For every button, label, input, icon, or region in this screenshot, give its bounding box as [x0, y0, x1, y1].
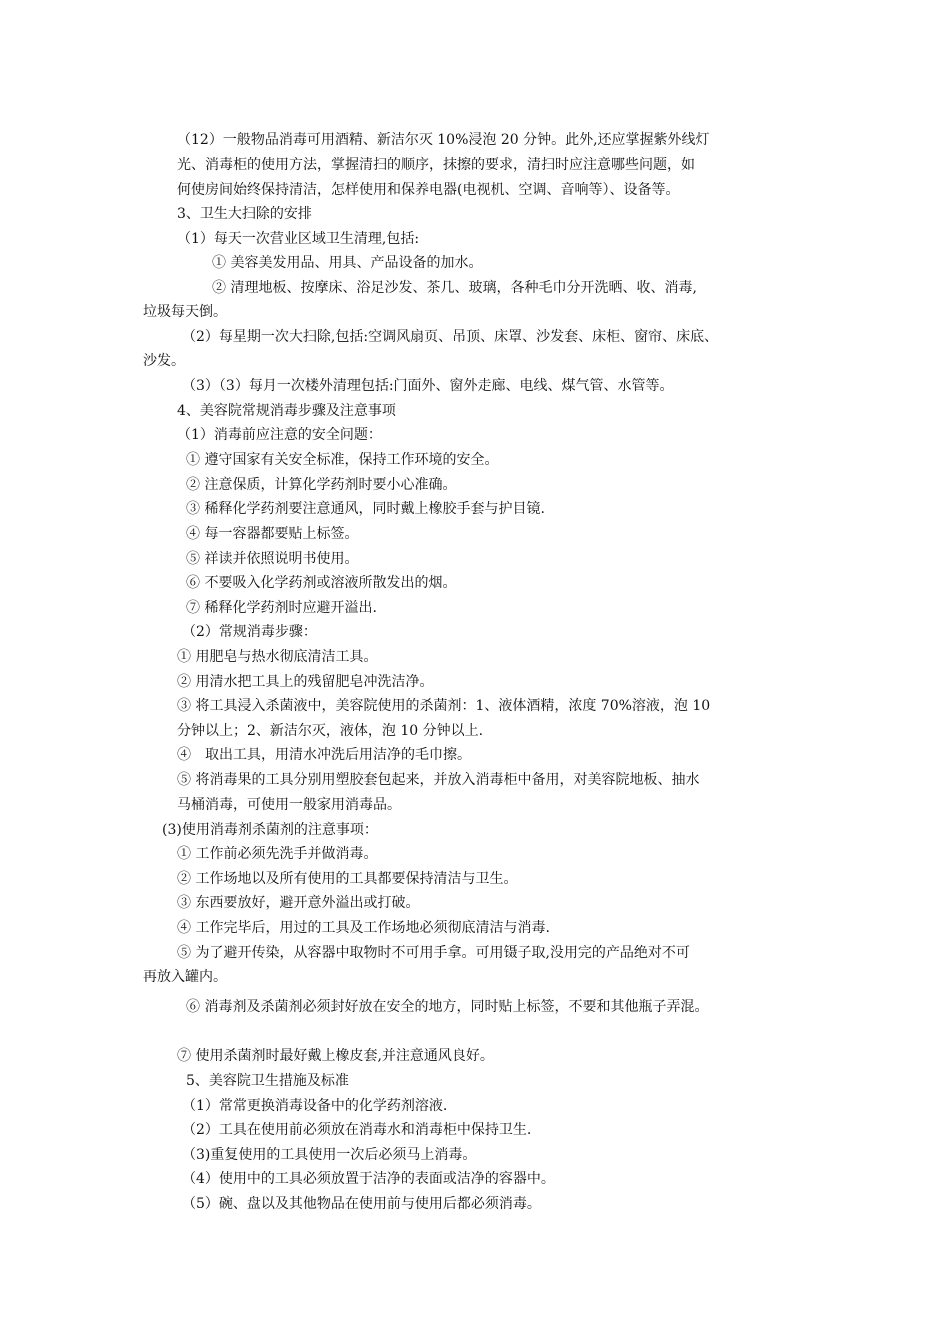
- text-line: （5）碗、盘以及其他物品在使用前与使用后都必须消毒。: [182, 1196, 541, 1212]
- text-line: ① 美容美发用品、用具、产品设备的加水。: [212, 255, 483, 271]
- section-heading: 3、卫生大扫除的安排: [177, 206, 312, 222]
- text-line: （3)重复使用的工具使用一次后必须马上消毒。: [182, 1147, 477, 1163]
- text-line: 分钟以上；2、新洁尔灭，液体，泡 10 分钟以上.: [177, 723, 484, 739]
- text-line: ② 用清水把工具上的残留肥皂冲洗洁净。: [177, 674, 434, 690]
- text-line: （1）消毒前应注意的安全问题：: [177, 427, 382, 443]
- text-line: ① 工作前必须先洗手并做消毒。: [177, 846, 378, 862]
- text-line: (3)使用消毒剂杀菌剂的注意事项：: [162, 822, 378, 838]
- text-line: （1）每天一次营业区域卫生清理,包括:: [177, 231, 420, 247]
- text-line: 何使房间始终保持清洁，怎样使用和保养电器(电视机、空调、音响等）、设备等。: [177, 182, 680, 198]
- text-line: ⑦ 使用杀菌剂时最好戴上橡皮套,并注意通风良好。: [177, 1048, 494, 1064]
- text-line: ④ 每一容器都要贴上标签。: [186, 526, 359, 542]
- text-line: （2）工具在使用前必须放在消毒水和消毒柜中保持卫生.: [182, 1122, 532, 1138]
- text-line: ② 工作场地以及所有使用的工具都要保持清洁与卫生。: [177, 871, 518, 887]
- text-line: ③ 稀释化学药剂要注意通风，同时戴上橡胶手套与护目镜.: [186, 501, 545, 517]
- section-heading: 4、美容院常规消毒步骤及注意事项: [177, 403, 396, 419]
- text-line: 再放入罐内。: [143, 969, 227, 985]
- text-line: ③ 将工具浸入杀菌液中，美容院使用的杀菌剂：1、液体酒精，浓度 70%溶液，泡 10: [177, 698, 711, 714]
- text-line: （2）常规消毒步骤：: [182, 624, 317, 640]
- text-line: ② 清理地板、按摩床、浴足沙发、茶几、玻璃，各种毛巾分开洗晒、收、消毒,: [212, 280, 697, 296]
- text-line: ① 遵守国家有关安全标准，保持工作环境的安全。: [186, 452, 499, 468]
- text-line: ⑤ 将消毒果的工具分别用塑胶套包起来，并放入消毒柜中备用，对美容院地板、抽水: [177, 772, 700, 788]
- text-line: ② 注意保质，计算化学药剂时要小心准确。: [186, 477, 457, 493]
- text-line: ④ 取出工具，用清水冲洗后用洁净的毛巾擦。: [177, 747, 471, 763]
- text-line: （1）常常更换消毒设备中的化学药剂溶液.: [182, 1098, 448, 1114]
- text-line: ⑤ 祥读并依照说明书使用。: [186, 551, 359, 567]
- text-line: 垃圾每天倒。: [143, 304, 227, 320]
- text-line: ④ 工作完毕后，用过的工具及工作场地必须彻底清洁与消毒.: [177, 920, 550, 936]
- text-line: ⑤ 为了避开传染，从容器中取物时不可用手拿。可用镊子取,没用完的产品绝对不可: [177, 945, 690, 961]
- text-line: ① 用肥皂与热水彻底清洁工具。: [177, 649, 378, 665]
- text-line: ⑥ 消毒剂及杀菌剂必须封好放在安全的地方，同时贴上标签，不要和其他瓶子弄混。: [186, 999, 709, 1015]
- text-line: ⑥ 不要吸入化学药剂或溶液所散发出的烟。: [186, 575, 457, 591]
- text-line: （12）一般物品消毒可用酒精、新洁尔灭 10%浸泡 20 分钟。此外,还应掌握紫外线灯: [177, 132, 710, 148]
- text-line: 沙发。: [143, 353, 185, 369]
- section-heading: 5、美容院卫生措施及标准: [186, 1073, 349, 1089]
- text-line: （2）每星期一次大扫除,包括:空调风扇页、吊顶、床罩、沙发套、床柜、窗帘、床底、: [182, 329, 719, 345]
- text-line: ⑦ 稀释化学药剂时应避开溢出.: [186, 600, 377, 616]
- text-line: 光、消毒柜的使用方法，掌握清扫的顺序，抹擦的要求，清扫时应注意哪些问题，如: [177, 157, 695, 173]
- text-line: （3）（3）每月一次楼外清理包括:门面外、窗外走廊、电线、煤气管、水管等。: [182, 378, 674, 394]
- text-line: ③ 东西要放好，避开意外溢出或打破。: [177, 895, 420, 911]
- text-line: 马桶消毒，可使用一般家用消毒品。: [177, 797, 401, 813]
- text-line: （4）使用中的工具必须放置于洁净的表面或洁净的容器中。: [182, 1171, 555, 1187]
